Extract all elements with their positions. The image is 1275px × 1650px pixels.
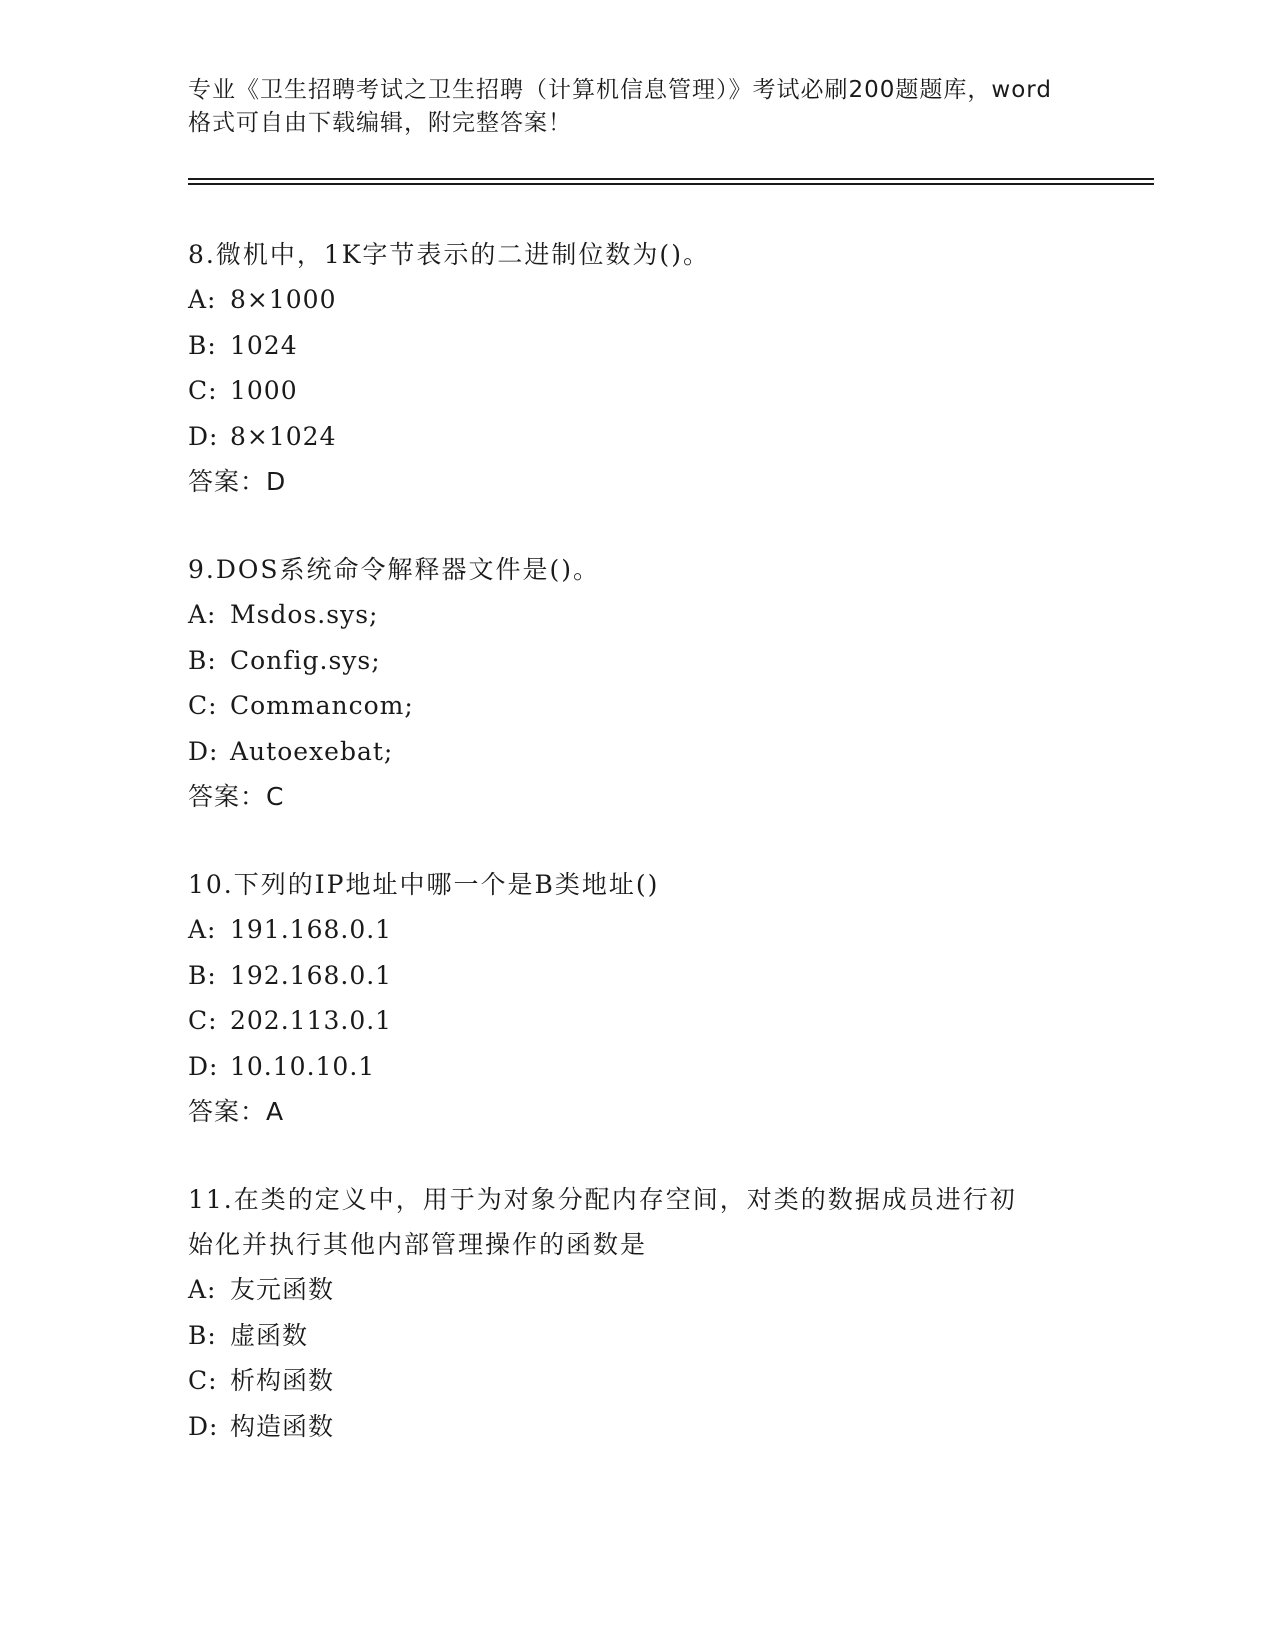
- option-text: Config.sys;: [230, 645, 381, 675]
- option-text: 1024: [230, 330, 298, 360]
- option-b: [188, 953, 1088, 999]
- option-text: 1000: [230, 376, 298, 405]
- option-d: [188, 1044, 1088, 1090]
- option-text: 析构函数: [230, 1366, 335, 1395]
- option-a: [188, 592, 1088, 638]
- option-text: Commancom;: [230, 691, 414, 720]
- option-letter: B:: [188, 960, 217, 990]
- question-text-line-1: 11.在类的定义中，用于为对象分配内存空间，对类的数据成员进行初: [188, 1185, 1017, 1214]
- question-9: [188, 547, 1088, 819]
- option-letter: A:: [188, 600, 217, 629]
- option-letter: A:: [188, 285, 217, 314]
- option-text: 友元函数: [230, 1275, 335, 1304]
- question-text: 10.下列的IP地址中哪一个是B类地址(): [188, 870, 660, 899]
- question-11: [188, 1177, 1088, 1449]
- question-10: [188, 862, 1088, 1134]
- option-letter: A:: [188, 915, 217, 944]
- question-text: 9.DOS系统命令解释器文件是()。: [188, 555, 601, 584]
- option-b: [188, 323, 1088, 369]
- option-c: [188, 683, 1088, 729]
- option-text: 8×1000: [230, 285, 337, 314]
- option-b: [188, 638, 1088, 684]
- option-text: 10.10.10.1: [230, 1051, 376, 1081]
- option-letter: B:: [188, 330, 217, 360]
- option-b: [188, 1313, 1088, 1359]
- header-line-2: 格式可自由下载编辑，附完整答案！: [188, 110, 572, 136]
- option-letter: D:: [188, 1411, 219, 1441]
- answer: 答案：A: [188, 1097, 285, 1126]
- header-line-1: 专业《卫生招聘考试之卫生招聘（计算机信息管理）》考试必刷200题题库，word: [188, 77, 1052, 103]
- option-letter: C:: [188, 691, 218, 720]
- option-letter: C:: [188, 376, 218, 405]
- question-8: [188, 232, 1088, 504]
- question-text: 8.微机中，1K字节表示的二进制位数为()。: [188, 240, 710, 269]
- option-a: [188, 1267, 1088, 1313]
- option-letter: A:: [188, 1275, 217, 1304]
- option-letter: C:: [188, 1366, 218, 1395]
- document-header: [188, 74, 1088, 140]
- option-text: 8×1024: [230, 421, 337, 451]
- option-letter: D:: [188, 736, 219, 766]
- option-d: [188, 729, 1088, 775]
- option-text: 构造函数: [230, 1411, 335, 1441]
- option-text: Autoexebat;: [230, 736, 394, 766]
- option-c: [188, 998, 1088, 1044]
- answer: 答案：D: [188, 467, 287, 496]
- option-d: [188, 1404, 1088, 1450]
- question-text-line-2: 始化并执行其他内部管理操作的函数是: [188, 1230, 648, 1259]
- option-text: 虚函数: [230, 1320, 309, 1350]
- answer: 答案：C: [188, 782, 285, 811]
- option-letter: D:: [188, 421, 219, 451]
- header-divider-top: [188, 178, 1154, 180]
- option-letter: C:: [188, 1006, 218, 1035]
- option-c: [188, 368, 1088, 414]
- option-text: 192.168.0.1: [230, 960, 393, 990]
- option-d: [188, 414, 1088, 460]
- option-c: [188, 1358, 1088, 1404]
- option-text: 202.113.0.1: [230, 1006, 393, 1035]
- option-text: 191.168.0.1: [230, 915, 393, 944]
- option-a: [188, 277, 1088, 323]
- option-letter: B:: [188, 1320, 217, 1350]
- option-a: [188, 907, 1088, 953]
- header-divider-bottom: [188, 183, 1154, 185]
- option-letter: B:: [188, 645, 217, 675]
- option-text: Msdos.sys;: [230, 600, 379, 629]
- option-letter: D:: [188, 1051, 219, 1081]
